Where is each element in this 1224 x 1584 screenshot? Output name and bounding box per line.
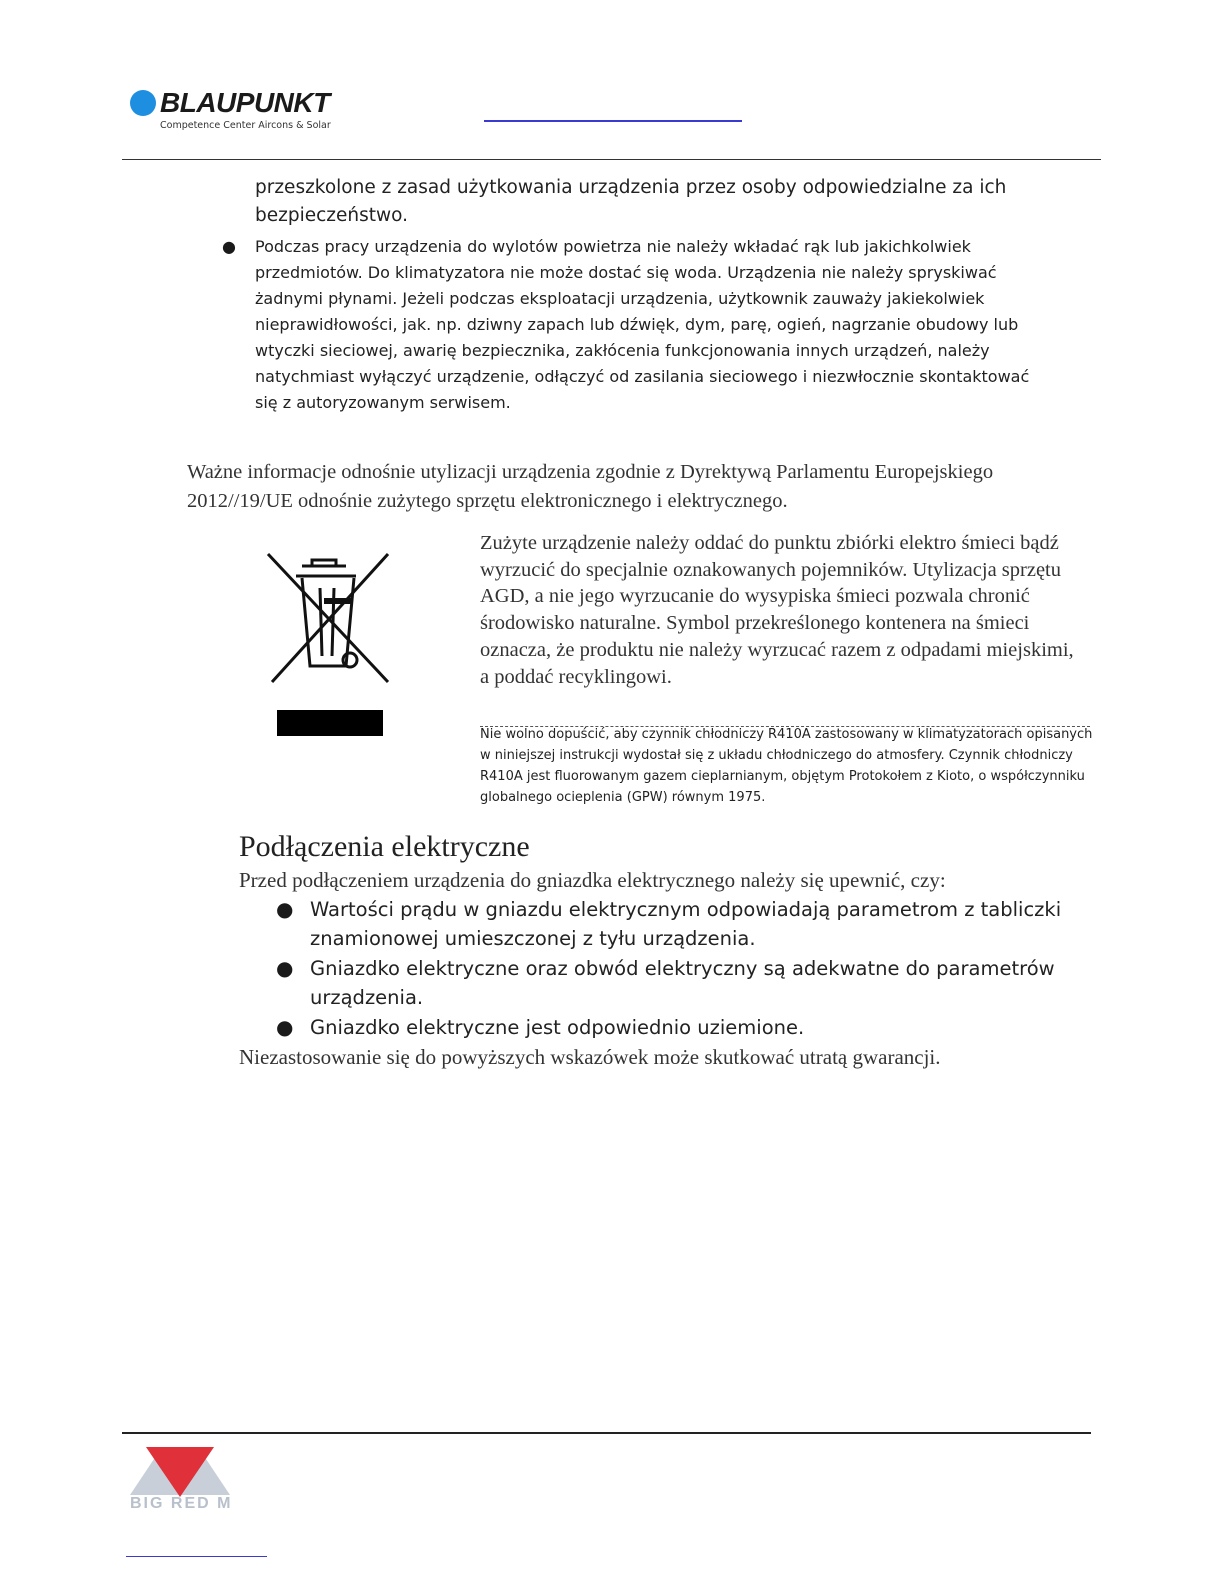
header-divider bbox=[122, 159, 1101, 160]
bullet-icon: ● bbox=[276, 897, 294, 921]
brand-name: BLAUPUNKT bbox=[160, 87, 330, 118]
safety-bullet-text: Podczas pracy urządzenia do wylotów powietrza nie należy wkładać rąk lub jakichkolwiek przedmiotów. Do klimatyzatora nie może dostać się woda. Urządzenia nie należy spryskiwać żadnymi płynami. Jeżeli podczas eksploatacji urządzenia, użytkownik zauważy jakiekolwiek nieprawidłowości, jak. np. dziwny zapach lub dźwięk, dym, parę, ogień, nagrzanie obudowy lub wtyczki sieciowej, awarię bezpiecznika, zakłócenia funkcjonowania innych urządzeń, należy natychmiast wyłączyć urządzenie, odłączyć od zasilania sieciowego i niezwłocznie skontaktować się z autoryzowanym serwisem. bbox=[255, 237, 1030, 412]
bullet-icon: ● bbox=[222, 237, 236, 256]
bullet-icon: ● bbox=[276, 956, 294, 980]
header-link-underline[interactable] bbox=[484, 120, 742, 122]
weee-text: Zużyte urządzenie należy oddać do punktu zbiórki elektro śmieci bądź wyrzucić do specjalnie oznakowanych pojemników. Utylizacja sprzętu AGD, a nie jego wyrzucanie do wysypiska śmieci pozwala chronić środowisko naturalne. Symbol przekreślonego kontenera na śmieci oznacza, że produktu nie należy wyrzucać razem z odpadami miejskimi, a poddać recyklingowi. bbox=[480, 532, 1074, 688]
list-item-text: Gniazdko elektryczne oraz obwód elektryczny są adekwatne do parametrów urządzenia. bbox=[310, 957, 1055, 1009]
brand-tagline: Competence Center Aircons & Solar bbox=[160, 120, 331, 131]
footer-brand: BIG RED M bbox=[130, 1495, 233, 1512]
electrical-intro: Przed podłączeniem urządzenia do gniazdka elektrycznego należy się upewnić, czy: bbox=[239, 868, 946, 892]
list-item bbox=[272, 1013, 1072, 1042]
brand-dot-icon bbox=[130, 90, 156, 116]
electrical-checklist bbox=[272, 895, 1072, 1042]
bullet-icon: ● bbox=[276, 1015, 294, 1039]
list-item-text: Gniazdko elektryczne jest odpowiednio uziemione. bbox=[310, 1016, 805, 1039]
section-title-electrical: Podłączenia elektryczne bbox=[239, 830, 530, 863]
footer-link-underline[interactable] bbox=[126, 1556, 267, 1557]
list-item bbox=[272, 895, 1072, 953]
warranty-note: Niezastosowanie się do powyższych wskazówek może skutkować utratą gwarancji. bbox=[239, 1045, 941, 1069]
crossed-bin-icon bbox=[262, 548, 394, 738]
refrigerant-note: Nie wolno dopuścić, aby czynnik chłodniczy R410A zastosowany w klimatyzatorach opisanych w niniejszej instrukcji wydostał się z układu chłodniczego do atmosfery. Czynnik chłodniczy R410A jest fluorowanym gazem cieplarnianym, objętym Protokołem z Kioto, o współczynniku globalnego ocieplenia (GPW) równym 1975. bbox=[480, 727, 1093, 805]
list-item-text: Wartości prądu w gniazdu elektrycznym odpowiadają parametrom z tabliczki znamionowej umieszczonej z tyłu urządzenia. bbox=[310, 898, 1062, 950]
weee-intro: Ważne informacje odnośnie utylizacji urządzenia zgodnie z Dyrektywą Parlamentu Europejskiego 2012//19/UE odnośnie zużytego sprzętu elektronicznego i elektrycznego. bbox=[187, 461, 994, 512]
blaupunkt-logo bbox=[128, 86, 368, 136]
footer-divider bbox=[122, 1432, 1091, 1434]
list-item bbox=[272, 954, 1072, 1012]
scan-artifact-line bbox=[480, 726, 1090, 728]
safety-continuation: przeszkolone z zasad użytkowania urządzenia przez osoby odpowiedzialne za ich bezpieczeństwo. bbox=[255, 177, 1007, 226]
